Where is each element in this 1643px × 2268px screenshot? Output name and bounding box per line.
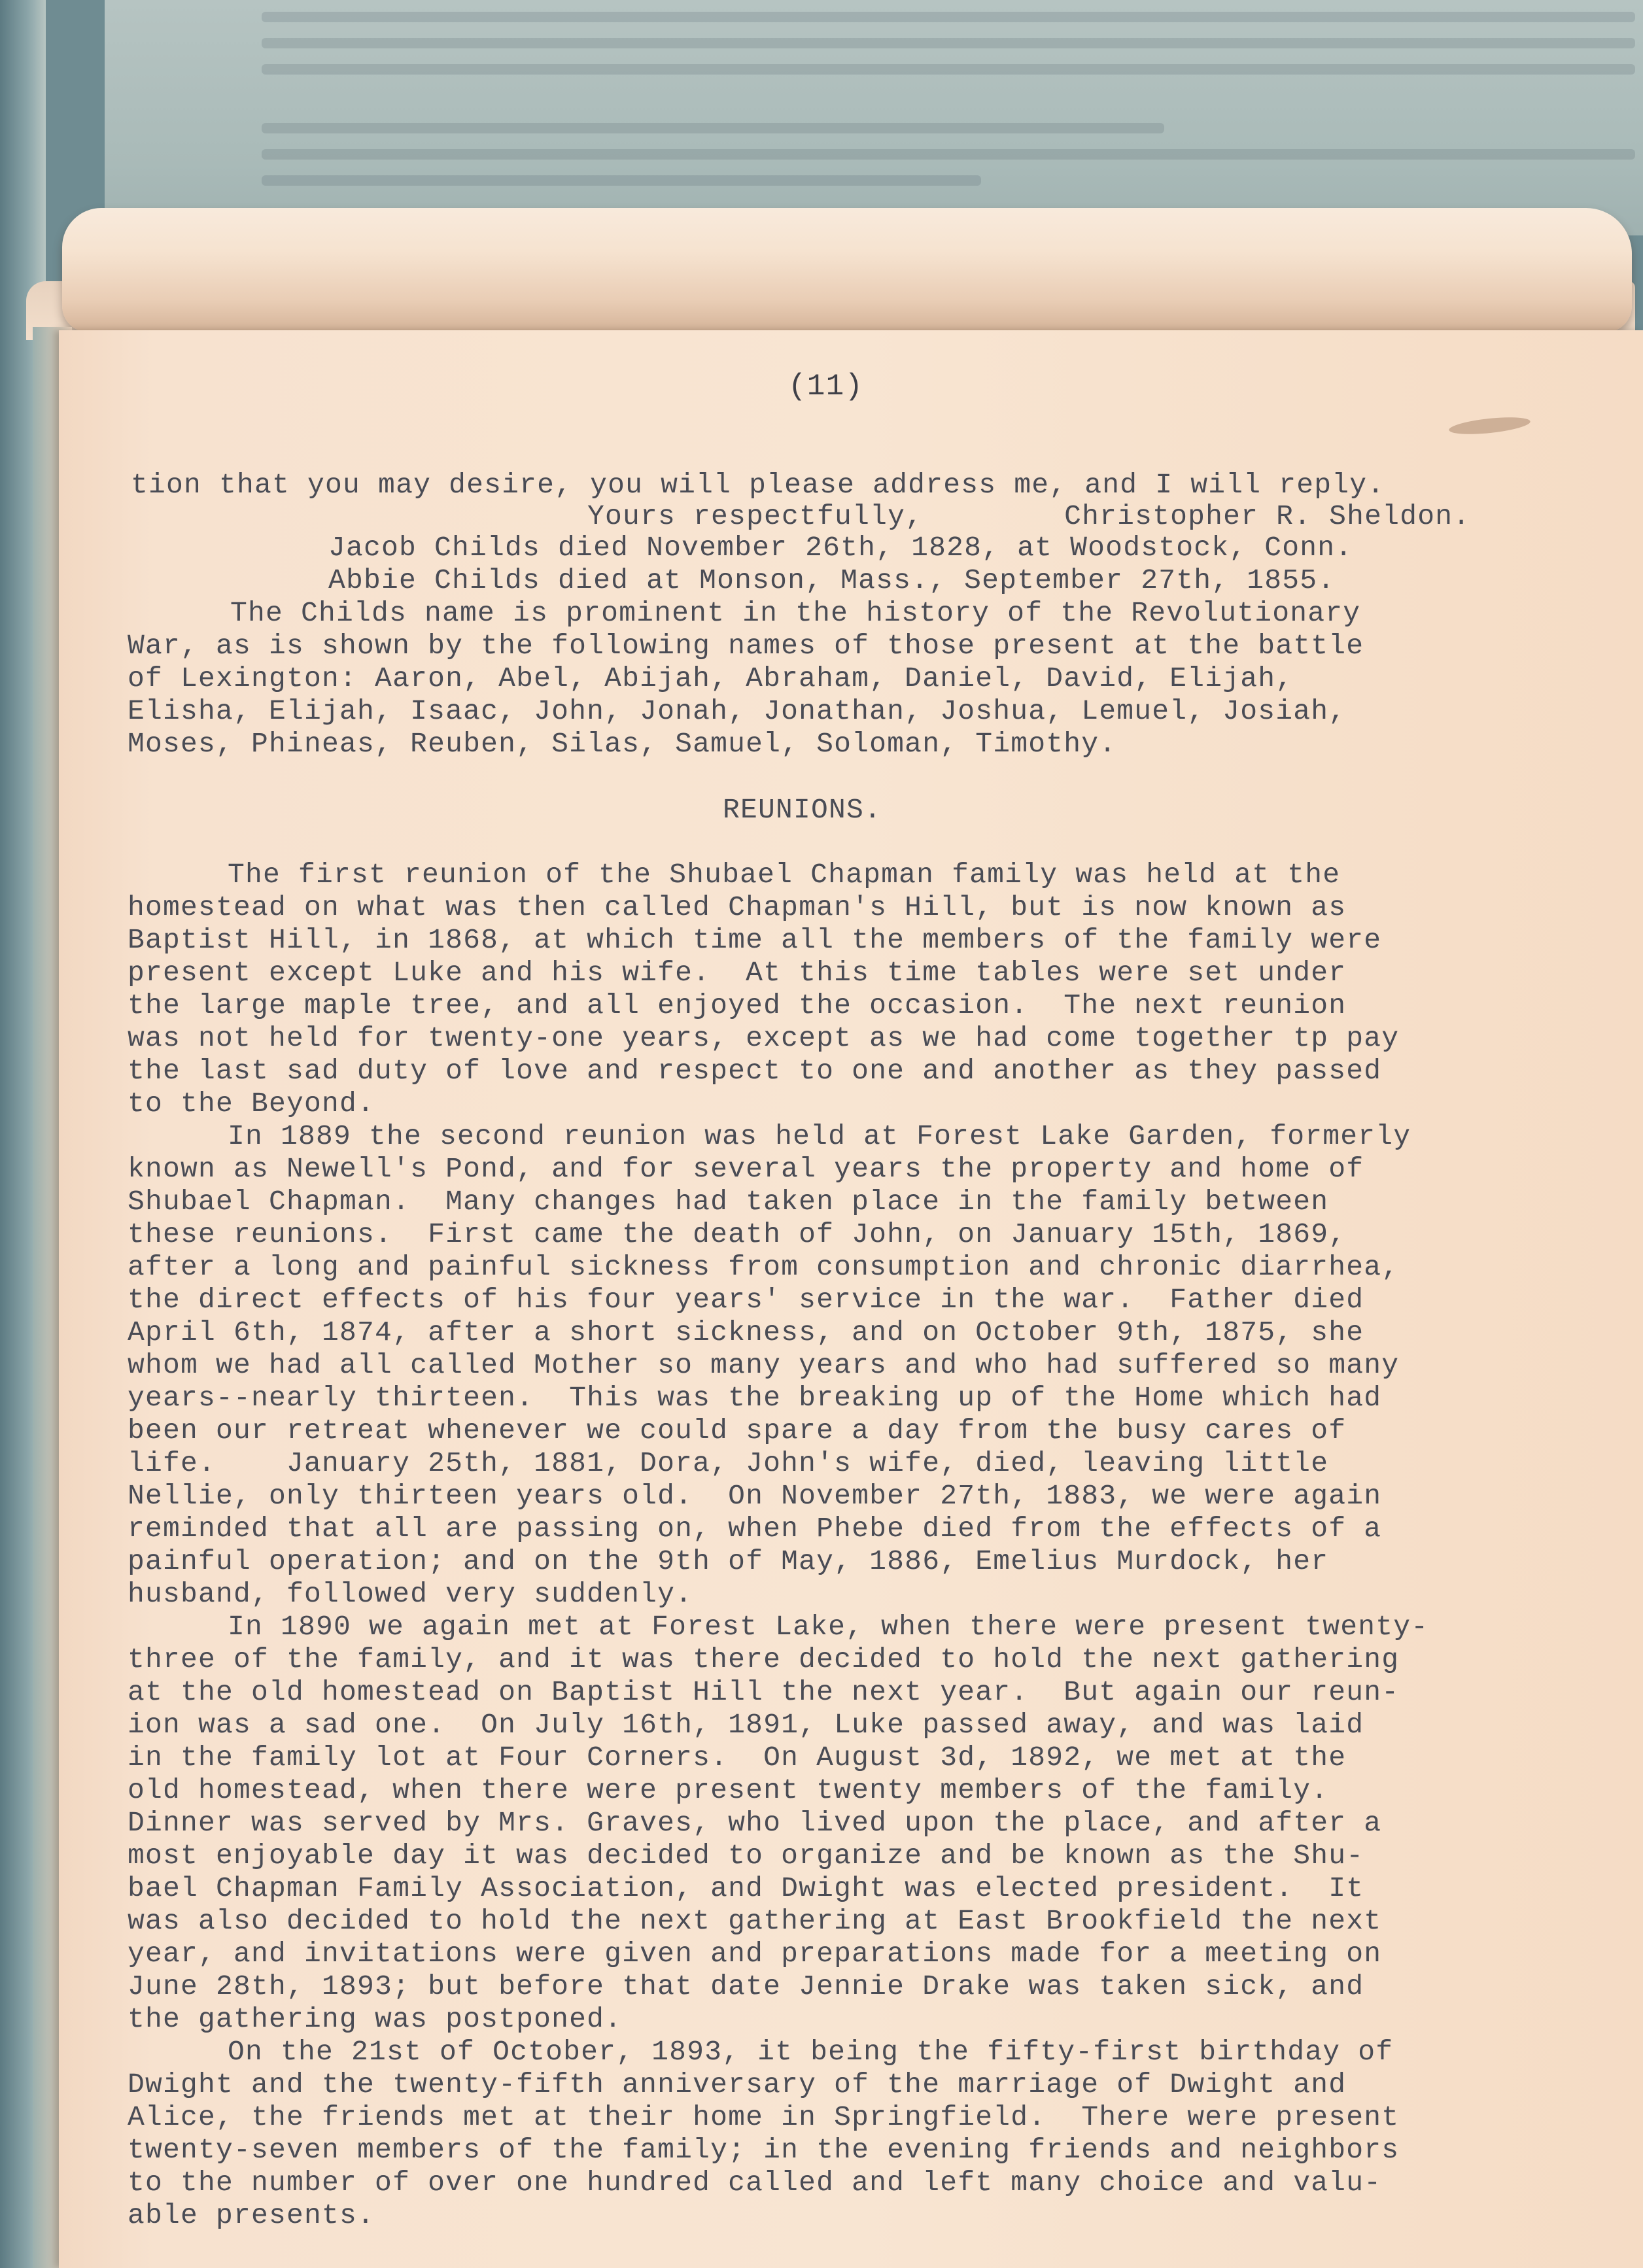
text-line: Elisha, Elijah, Isaac, John, Jonah, Jonathan, Joshua, Lemuel, Josiah, [128,695,1347,727]
text-line: Shubael Chapman. Many changes had taken place in the family between [128,1186,1329,1218]
text-line: was not held for twenty-one years, except as we had come together tp pay [128,1022,1400,1054]
text-line: three of the family, and it was there decided to hold the next gathering [128,1643,1400,1675]
text-line: The first reunion of the Shubael Chapman family was held at the [228,859,1341,891]
text-line: Dwight and the twenty-fifth anniversary of the marriage of Dwight and [128,2069,1347,2101]
text-line: Baptist Hill, in 1868, at which time all the members of the family were [128,924,1382,956]
text-line: the large maple tree, and all enjoyed the occasion. The next reunion [128,989,1347,1022]
text-line: Alice, the friends met at their home in Springfield. There were present [128,2101,1400,2133]
text-line: been our retreat whenever we could spare a day from the busy cares of [128,1415,1347,1447]
text-line: the direct effects of his four years' service in the war. Father died [128,1284,1364,1316]
text-line: the last sad duty of love and respect to one and another as they passed [128,1055,1382,1087]
text-line: the gathering was postponed. [128,2003,623,2035]
text-line: life. January 25th, 1881, Dora, John's wife, died, leaving little [128,1447,1329,1479]
text-line: Nellie, only thirteen years old. On November 27th, 1883, we were again [128,1480,1382,1512]
text-line: at the old homestead on Baptist Hill the next year. But again our reun- [128,1676,1400,1708]
signature-line: Yours respectfully, Christopher R. Sheldon. [587,500,1471,532]
text-line: old homestead, when there were present twenty members of the family. [128,1774,1329,1806]
text-line: In 1889 the second reunion was held at Forest Lake Garden, formerly [228,1120,1411,1152]
text-line: April 6th, 1874, after a short sickness, and on October 9th, 1875, she [128,1316,1364,1349]
text-line: homestead on what was then called Chapman's Hill, but is now known as [128,891,1347,923]
text-line: most enjoyable day it was decided to organize and be known as the Shu- [128,1840,1364,1872]
text-line: present except Luke and his wife. At this time tables were set under [128,957,1347,989]
text-line: twenty-seven members of the family; in the evening friends and neighbors [128,2134,1400,2166]
text-line: Abbie Childs died at Monson, Mass., September 27th, 1855. [328,564,1336,596]
section-heading: REUNIONS. [723,794,882,826]
text-line: of Lexington: Aaron, Abel, Abijah, Abraham, Daniel, David, Elijah, [128,662,1294,695]
text-line: known as Newell's Pond, and for several years the property and home of [128,1153,1364,1185]
text-line: to the Beyond. [128,1088,375,1120]
text-line: years--nearly thirteen. This was the breaking up of the Home which had [128,1382,1382,1414]
text-line: year, and invitations were given and preparations made for a meeting on [128,1938,1382,1970]
page-number: (11) [788,369,864,404]
text-line: tion that you may desire, you will please address me, and I will reply. [131,469,1385,501]
text-line: bael Chapman Family Association, and Dwight was elected president. It [128,1872,1364,1904]
text-line: husband, followed very suddenly. [128,1578,693,1610]
text-line: was also decided to hold the next gathering at East Brookfield the next [128,1905,1382,1937]
text-line: Moses, Phineas, Reuben, Silas, Samuel, Soloman, Timothy. [128,728,1117,760]
text-line: painful operation; and on the 9th of May, 1886, Emelius Murdock, her [128,1545,1329,1577]
text-line: reminded that all are passing on, when Phebe died from the effects of a [128,1513,1382,1545]
text-line: these reunions. First came the death of John, on January 15th, 1869, [128,1218,1347,1250]
text-line: ion was a sad one. On July 16th, 1891, Luke passed away, and was laid [128,1709,1364,1741]
text-line: whom we had all called Mother so many years and who had suffered so many [128,1349,1400,1381]
text-line: Dinner was served by Mrs. Graves, who lived upon the place, and after a [128,1807,1382,1839]
text-line: Jacob Childs died November 26th, 1828, at Woodstock, Conn. [328,532,1353,564]
text-line: to the number of over one hundred called and left many choice and valu- [128,2167,1382,2199]
text-line: June 28th, 1893; but before that date Jennie Drake was taken sick, and [128,1970,1364,2002]
text-line: In 1890 we again met at Forest Lake, when there were present twenty- [228,1611,1429,1643]
text-line: able presents. [128,2199,375,2231]
text-line: On the 21st of October, 1893, it being the fifty-first birthday of [228,2036,1394,2068]
text-line: after a long and painful sickness from consumption and chronic diarrhea, [128,1251,1400,1283]
text-line: War, as is shown by the following names of those present at the battle [128,630,1364,662]
text-line: in the family lot at Four Corners. On August 3d, 1892, we met at the [128,1742,1347,1774]
text-line: The Childs name is prominent in the history of the Revolutionary [230,597,1361,629]
